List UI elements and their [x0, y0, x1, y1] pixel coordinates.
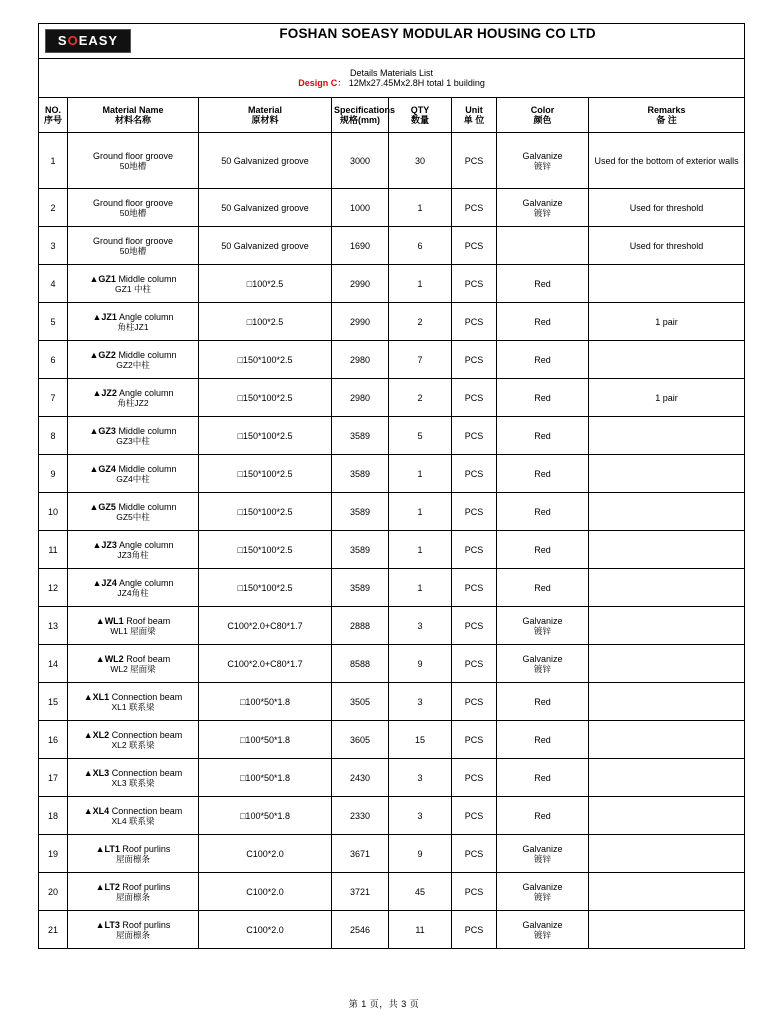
- design-spec: ： 12Mx27.45Mx2.8H total 1 building: [337, 78, 485, 88]
- cell-remarks: Used for threshold: [589, 227, 745, 265]
- cell-spec: 3000: [332, 133, 389, 189]
- table-row: [39, 607, 745, 645]
- cell-remarks: [589, 683, 745, 721]
- cell-color: [497, 227, 589, 265]
- table-row: [39, 873, 745, 911]
- cell-unit: PCS: [452, 531, 497, 569]
- cell-material-name: ▲GZ4 Middle column GZ4中柱: [68, 455, 199, 493]
- cell-color: Red: [497, 303, 589, 341]
- cell-no: 2: [39, 189, 68, 227]
- cell-no: 14: [39, 645, 68, 683]
- cell-color: Red: [497, 759, 589, 797]
- cell-no: 21: [39, 911, 68, 949]
- table-row: [39, 189, 745, 227]
- cell-material-name: ▲XL3 Connection beam XL3 联系梁: [68, 759, 199, 797]
- cell-unit: PCS: [452, 797, 497, 835]
- subtitle-cell: [39, 59, 745, 98]
- table-row: [39, 455, 745, 493]
- cell-material: □100*50*1.8: [199, 759, 332, 797]
- cell-no: 15: [39, 683, 68, 721]
- cell-spec: 3589: [332, 569, 389, 607]
- cell-material: 50 Galvanized groove: [199, 227, 332, 265]
- cell-material: □150*100*2.5: [199, 455, 332, 493]
- cell-qty: 1: [389, 189, 452, 227]
- cell-color: Red: [497, 265, 589, 303]
- cell-no: 11: [39, 531, 68, 569]
- cell-unit: PCS: [452, 759, 497, 797]
- cell-material: □100*50*1.8: [199, 797, 332, 835]
- cell-remarks: Used for threshold: [589, 189, 745, 227]
- cell-color: Galvanize 镀锌: [497, 133, 589, 189]
- cell-unit: PCS: [452, 721, 497, 759]
- cell-material: □150*100*2.5: [199, 341, 332, 379]
- cell-spec: 3671: [332, 835, 389, 873]
- col-material-name: Material Name 材料名称: [68, 98, 199, 133]
- cell-material-name: ▲LT2 Roof purlins 屋面檩条: [68, 873, 199, 911]
- cell-unit: PCS: [452, 683, 497, 721]
- cell-qty: 1: [389, 265, 452, 303]
- cell-color: Galvanize 镀锌: [497, 873, 589, 911]
- cell-spec: 2990: [332, 303, 389, 341]
- cell-qty: 5: [389, 417, 452, 455]
- cell-spec: 2546: [332, 911, 389, 949]
- cell-material: C100*2.0: [199, 873, 332, 911]
- cell-material-name: ▲WL2 Roof beam WL2 屋面梁: [68, 645, 199, 683]
- title-cell: [39, 24, 745, 59]
- cell-remarks: [589, 455, 745, 493]
- cell-no: 18: [39, 797, 68, 835]
- cell-spec: 2990: [332, 265, 389, 303]
- cell-material: □150*100*2.5: [199, 569, 332, 607]
- table-row: [39, 379, 745, 417]
- cell-qty: 2: [389, 303, 452, 341]
- cell-spec: 2888: [332, 607, 389, 645]
- cell-material-name: ▲JZ1 Angle column 角柱JZ1: [68, 303, 199, 341]
- cell-no: 12: [39, 569, 68, 607]
- table-row: [39, 911, 745, 949]
- cell-spec: 1000: [332, 189, 389, 227]
- cell-color: Red: [497, 455, 589, 493]
- table-body: [39, 133, 745, 949]
- table-row: [39, 341, 745, 379]
- cell-material-name: ▲GZ2 Middle column GZ2中柱: [68, 341, 199, 379]
- cell-no: 16: [39, 721, 68, 759]
- table-row: [39, 759, 745, 797]
- table-row: [39, 645, 745, 683]
- cell-spec: 3721: [332, 873, 389, 911]
- subtitle-row: [39, 59, 745, 98]
- cell-material-name: ▲JZ3 Angle column JZ3角柱: [68, 531, 199, 569]
- cell-material-name: ▲XL1 Connection beam XL1 联系梁: [68, 683, 199, 721]
- cell-material: C100*2.0: [199, 911, 332, 949]
- cell-color: Red: [497, 721, 589, 759]
- cell-material: □100*2.5: [199, 265, 332, 303]
- cell-material: □150*100*2.5: [199, 417, 332, 455]
- cell-unit: PCS: [452, 569, 497, 607]
- page-footer: 第 1 页，共 3 页: [348, 999, 420, 1009]
- cell-spec: 2330: [332, 797, 389, 835]
- cell-material: C100*2.0+C80*1.7: [199, 607, 332, 645]
- col-material: Material 原材料: [199, 98, 332, 133]
- table-row: [39, 683, 745, 721]
- cell-material-name: ▲JZ4 Angle column JZ4角柱: [68, 569, 199, 607]
- table-row: [39, 265, 745, 303]
- cell-spec: 8588: [332, 645, 389, 683]
- cell-remarks: [589, 493, 745, 531]
- cell-no: 7: [39, 379, 68, 417]
- cell-unit: PCS: [452, 379, 497, 417]
- cell-material-name: ▲XL2 Connection beam XL2 联系梁: [68, 721, 199, 759]
- cell-unit: PCS: [452, 911, 497, 949]
- col-no: NO. 序号: [39, 98, 68, 133]
- company-name: FOSHAN SOEASY MODULAR HOUSING CO LTD: [279, 26, 596, 41]
- cell-unit: PCS: [452, 303, 497, 341]
- cell-material-name: ▲GZ5 Middle column GZ5中柱: [68, 493, 199, 531]
- cell-spec: 1690: [332, 227, 389, 265]
- cell-remarks: [589, 607, 745, 645]
- cell-qty: 9: [389, 645, 452, 683]
- cell-no: 5: [39, 303, 68, 341]
- table-row: [39, 133, 745, 189]
- cell-remarks: [589, 341, 745, 379]
- cell-color: Red: [497, 341, 589, 379]
- cell-unit: PCS: [452, 873, 497, 911]
- cell-color: Red: [497, 569, 589, 607]
- cell-qty: 2: [389, 379, 452, 417]
- table-row: [39, 531, 745, 569]
- cell-material: □100*2.5: [199, 303, 332, 341]
- cell-no: 13: [39, 607, 68, 645]
- cell-material-name: ▲JZ2 Angle column 角柱JZ2: [68, 379, 199, 417]
- cell-no: 9: [39, 455, 68, 493]
- cell-unit: PCS: [452, 133, 497, 189]
- cell-qty: 3: [389, 607, 452, 645]
- table-row: [39, 493, 745, 531]
- cell-qty: 1: [389, 569, 452, 607]
- cell-qty: 6: [389, 227, 452, 265]
- cell-color: Red: [497, 531, 589, 569]
- table-row: [39, 303, 745, 341]
- materials-table: [38, 23, 745, 949]
- cell-material-name: Ground floor groove 50地槽: [68, 227, 199, 265]
- cell-qty: 3: [389, 797, 452, 835]
- cell-remarks: [589, 265, 745, 303]
- cell-qty: 1: [389, 455, 452, 493]
- cell-color: Red: [497, 493, 589, 531]
- cell-material-name: Ground floor groove 50地槽: [68, 189, 199, 227]
- cell-color: Red: [497, 683, 589, 721]
- cell-remarks: [589, 645, 745, 683]
- cell-qty: 11: [389, 911, 452, 949]
- cell-color: Red: [497, 417, 589, 455]
- design-label: Design C: [298, 78, 338, 88]
- cell-unit: PCS: [452, 493, 497, 531]
- cell-unit: PCS: [452, 645, 497, 683]
- col-unit: Unit 单 位: [452, 98, 497, 133]
- cell-remarks: [589, 569, 745, 607]
- cell-no: 4: [39, 265, 68, 303]
- cell-qty: 3: [389, 683, 452, 721]
- cell-spec: 3605: [332, 721, 389, 759]
- table-row: [39, 797, 745, 835]
- cell-no: 10: [39, 493, 68, 531]
- cell-spec: 3505: [332, 683, 389, 721]
- cell-spec: 3589: [332, 531, 389, 569]
- cell-remarks: 1 pair: [589, 379, 745, 417]
- cell-unit: PCS: [452, 189, 497, 227]
- cell-material: C100*2.0+C80*1.7: [199, 645, 332, 683]
- table-row: [39, 721, 745, 759]
- cell-remarks: [589, 911, 745, 949]
- cell-remarks: [589, 835, 745, 873]
- cell-color: Galvanize 镀锌: [497, 911, 589, 949]
- cell-unit: PCS: [452, 607, 497, 645]
- cell-unit: PCS: [452, 227, 497, 265]
- cell-spec: 3589: [332, 455, 389, 493]
- col-spec: Specifications 规格(mm): [332, 98, 389, 133]
- cell-remarks: [589, 531, 745, 569]
- table-row: [39, 835, 745, 873]
- cell-qty: 1: [389, 531, 452, 569]
- cell-remarks: Used for the bottom of exterior walls: [589, 133, 745, 189]
- cell-no: 19: [39, 835, 68, 873]
- cell-no: 6: [39, 341, 68, 379]
- cell-no: 3: [39, 227, 68, 265]
- cell-unit: PCS: [452, 835, 497, 873]
- cell-material: □150*100*2.5: [199, 531, 332, 569]
- title-row: [39, 24, 745, 59]
- table-row: [39, 569, 745, 607]
- cell-material: □100*50*1.8: [199, 721, 332, 759]
- cell-remarks: [589, 797, 745, 835]
- col-qty: QTY 数量: [389, 98, 452, 133]
- cell-spec: 3589: [332, 493, 389, 531]
- cell-material-name: ▲GZ3 Middle column GZ3中柱: [68, 417, 199, 455]
- col-remarks: Remarks 备 注: [589, 98, 745, 133]
- cell-qty: 7: [389, 341, 452, 379]
- cell-qty: 9: [389, 835, 452, 873]
- cell-unit: PCS: [452, 455, 497, 493]
- cell-remarks: [589, 721, 745, 759]
- cell-material-name: ▲WL1 Roof beam WL1 屋面梁: [68, 607, 199, 645]
- cell-material: 50 Galvanized groove: [199, 189, 332, 227]
- table-row: [39, 417, 745, 455]
- cell-unit: PCS: [452, 265, 497, 303]
- cell-color: Galvanize 镀锌: [497, 645, 589, 683]
- cell-qty: 45: [389, 873, 452, 911]
- cell-color: Galvanize 镀锌: [497, 607, 589, 645]
- cell-unit: PCS: [452, 341, 497, 379]
- design-line: [41, 78, 742, 88]
- cell-qty: 3: [389, 759, 452, 797]
- table-row: [39, 227, 745, 265]
- cell-qty: 1: [389, 493, 452, 531]
- cell-no: 1: [39, 133, 68, 189]
- cell-material-name: ▲GZ1 Middle column GZ1 中柱: [68, 265, 199, 303]
- cell-spec: 2980: [332, 341, 389, 379]
- cell-no: 20: [39, 873, 68, 911]
- cell-remarks: [589, 873, 745, 911]
- cell-material-name: Ground floor groove 50地槽: [68, 133, 199, 189]
- column-header-row: [39, 98, 745, 133]
- list-title: Details Materials List: [350, 68, 434, 78]
- cell-qty: 30: [389, 133, 452, 189]
- cell-material-name: ▲LT1 Roof purlins 屋面檩条: [68, 835, 199, 873]
- cell-material: □150*100*2.5: [199, 493, 332, 531]
- cell-unit: PCS: [452, 417, 497, 455]
- cell-remarks: [589, 759, 745, 797]
- cell-qty: 15: [389, 721, 452, 759]
- cell-remarks: [589, 417, 745, 455]
- cell-material: 50 Galvanized groove: [199, 133, 332, 189]
- cell-material: □150*100*2.5: [199, 379, 332, 417]
- cell-spec: 2980: [332, 379, 389, 417]
- cell-no: 17: [39, 759, 68, 797]
- cell-material-name: ▲XL4 Connection beam XL4 联系梁: [68, 797, 199, 835]
- cell-spec: 3589: [332, 417, 389, 455]
- cell-material: C100*2.0: [199, 835, 332, 873]
- cell-color: Red: [497, 797, 589, 835]
- cell-no: 8: [39, 417, 68, 455]
- cell-color: Galvanize 镀锌: [497, 835, 589, 873]
- cell-remarks: 1 pair: [589, 303, 745, 341]
- cell-color: Galvanize 镀锌: [497, 189, 589, 227]
- company-logo: SOEASY: [45, 29, 131, 53]
- cell-color: Red: [497, 379, 589, 417]
- col-color: Color 颜色: [497, 98, 589, 133]
- cell-material-name: ▲LT3 Roof purlins 屋面檩条: [68, 911, 199, 949]
- cell-material: □100*50*1.8: [199, 683, 332, 721]
- cell-spec: 2430: [332, 759, 389, 797]
